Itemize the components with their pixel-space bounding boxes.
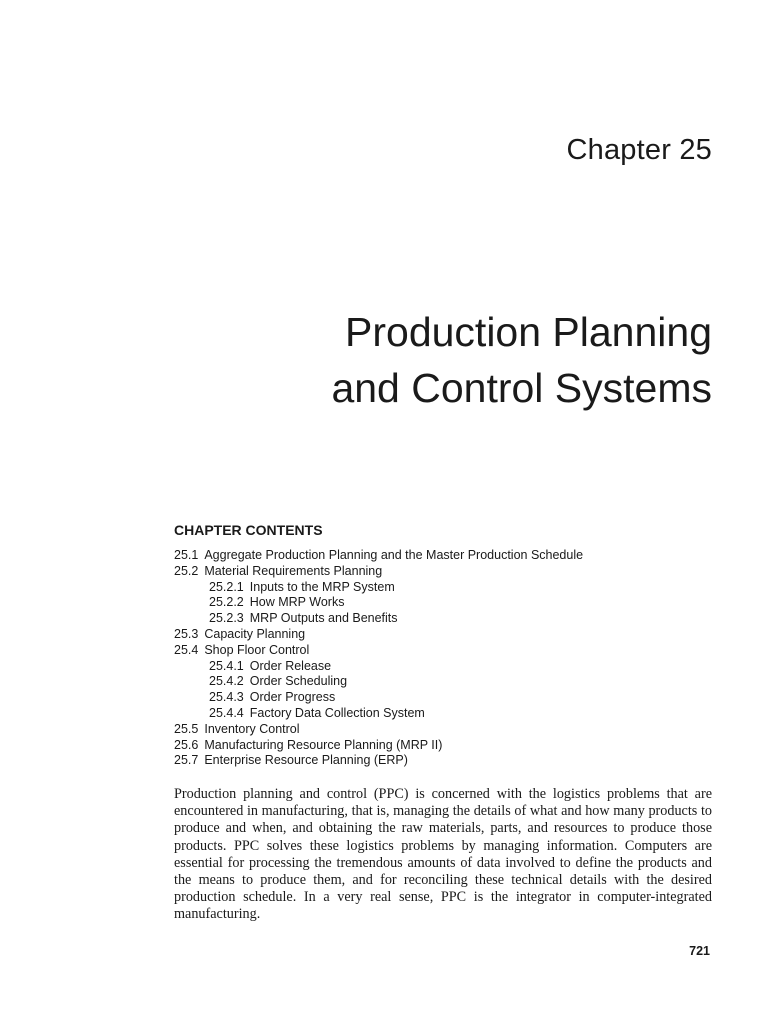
toc-item-title: Capacity Planning — [204, 626, 306, 641]
toc-subitem — [174, 706, 734, 722]
toc-item-title: Enterprise Resource Planning (ERP) — [204, 753, 408, 768]
contents-list — [174, 548, 734, 769]
toc-subitem — [174, 674, 734, 690]
chapter-title-line-2: and Control Systems — [331, 365, 712, 411]
toc-item-number: 25.6 — [174, 737, 199, 752]
toc-item-number: 25.4.1 — [209, 658, 244, 673]
toc-item-title: Order Release — [249, 658, 332, 673]
toc-item-number: 25.5 — [174, 721, 199, 736]
toc-subitem — [174, 659, 734, 675]
toc-item-title: Material Requirements Planning — [204, 563, 383, 578]
toc-subitem — [174, 690, 734, 706]
toc-item-number: 25.2 — [174, 563, 199, 578]
toc-item-number: 25.4 — [174, 642, 199, 657]
toc-item-number: 25.1 — [174, 548, 199, 562]
toc-item-number: 25.2.2 — [209, 595, 244, 610]
toc-item-number: 25.7 — [174, 753, 199, 768]
toc-item-title: MRP Outputs and Benefits — [249, 611, 398, 626]
toc-item — [174, 627, 734, 643]
toc-item-number: 25.2.1 — [209, 579, 244, 594]
toc-item — [174, 753, 734, 769]
contents-heading: CHAPTER CONTENTS — [174, 522, 323, 538]
chapter-contents — [174, 520, 734, 769]
chapter-label: Chapter 25 — [566, 134, 712, 166]
toc-item — [174, 564, 734, 580]
toc-item-number: 25.4.2 — [209, 674, 244, 689]
toc-item — [174, 722, 734, 738]
toc-item — [174, 643, 734, 659]
toc-item-title: Order Progress — [249, 690, 336, 705]
toc-item — [174, 548, 734, 564]
chapter-title — [331, 304, 712, 416]
toc-item-number: 25.2.3 — [209, 611, 244, 626]
toc-item-title: Aggregate Production Planning and the Master Production Schedule — [204, 548, 584, 562]
toc-subitem — [174, 611, 734, 627]
toc-item-title: Shop Floor Control — [204, 642, 310, 657]
toc-item-title: Order Scheduling — [249, 674, 348, 689]
page-number: 721 — [689, 944, 710, 958]
toc-subitem — [174, 580, 734, 596]
toc-item-title: Factory Data Collection System — [249, 705, 425, 720]
toc-item-number: 25.4.3 — [209, 690, 244, 705]
toc-item-title: How MRP Works — [249, 595, 345, 610]
toc-item-number: 25.3 — [174, 626, 199, 641]
toc-item-title: Inputs to the MRP System — [249, 579, 395, 594]
toc-subitem — [174, 595, 734, 611]
toc-item — [174, 738, 734, 754]
toc-item-number: 25.4.4 — [209, 705, 244, 720]
chapter-title-line-1: Production Planning — [345, 309, 712, 355]
intro-paragraph: Production planning and control (PPC) is concerned with the logistics problems that are encountered in manufacturing, that is, managing the details of what and how many products to produce and when, and obtaining the raw materials, parts, and resources to produce those products. PPC solves these logistics problems by managing information. Computers are essential for processing the tremendous amounts of data involved to define the products and the means to produce them, and for reconciling these technical details with the desired production schedule. In a very real sense, PPC is the integrator in computer-integrated manufacturing. — [174, 786, 712, 923]
toc-item-title: Manufacturing Resource Planning (MRP II) — [204, 737, 443, 752]
toc-item-title: Inventory Control — [204, 721, 300, 736]
